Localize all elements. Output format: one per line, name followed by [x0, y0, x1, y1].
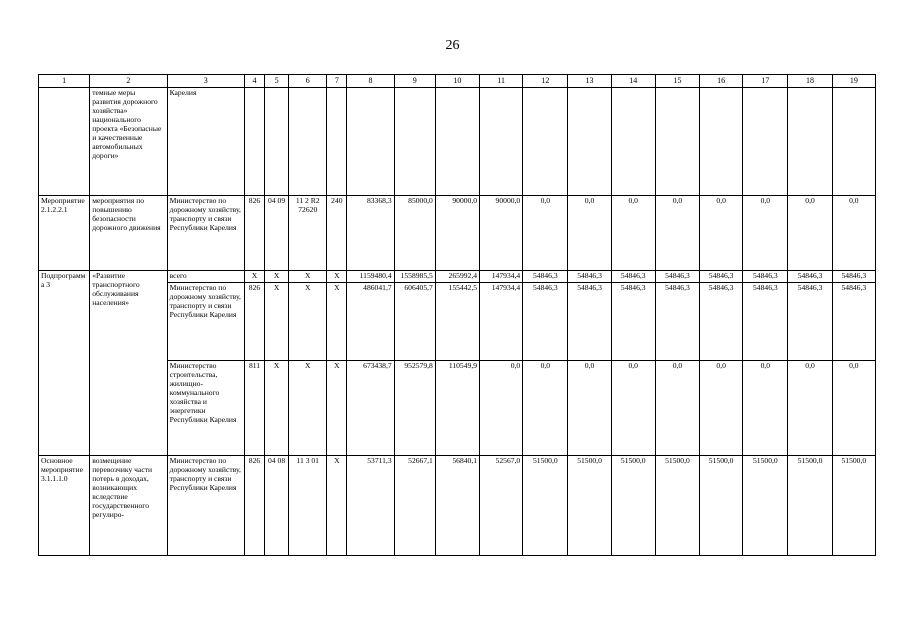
amount-cell: 673438,7: [347, 360, 394, 455]
amount-cell: 52667,1: [394, 455, 435, 555]
section-cell: Х: [265, 271, 289, 283]
amount-cell: 54846,3: [788, 271, 832, 283]
amount-cell: [435, 88, 479, 196]
column-header: 18: [788, 75, 832, 88]
column-header: 15: [655, 75, 699, 88]
amount-cell: 51500,0: [788, 455, 832, 555]
expense-type-cell: Х: [327, 282, 347, 360]
table-row: [39, 88, 876, 196]
column-header: 3: [167, 75, 244, 88]
column-header: 12: [523, 75, 568, 88]
budget-table: [38, 74, 876, 556]
amount-cell: 0,0: [655, 360, 699, 455]
amount-cell: [480, 88, 523, 196]
amount-cell: 0,0: [832, 196, 875, 271]
expense-type-cell: Х: [327, 455, 347, 555]
responsible-executor-cell: Министерство по дорожному хозяйству, транспорту и связи Республики Карелия: [167, 455, 244, 555]
section-cell: Х: [265, 360, 289, 455]
column-header: 13: [568, 75, 611, 88]
amount-cell: 54846,3: [611, 271, 655, 283]
amount-cell: 0,0: [611, 196, 655, 271]
column-header: 10: [435, 75, 479, 88]
grbs-cell: 826: [244, 455, 264, 555]
section-cell: [265, 88, 289, 196]
amount-cell: 147934,4: [480, 271, 523, 283]
column-header: 7: [327, 75, 347, 88]
amount-cell: 54846,3: [743, 282, 788, 360]
grbs-cell: Х: [244, 271, 264, 283]
table-row: [39, 271, 876, 283]
amount-cell: 54846,3: [655, 282, 699, 360]
column-header-row: [39, 75, 876, 88]
amount-cell: 51500,0: [743, 455, 788, 555]
responsible-executor-cell: Министерство строительства, жилищно-коммунального хозяйства и энергетики Республики Карелия: [167, 360, 244, 455]
amount-cell: 110549,9: [435, 360, 479, 455]
amount-cell: [394, 88, 435, 196]
amount-cell: 51500,0: [655, 455, 699, 555]
amount-cell: [700, 88, 743, 196]
column-header: 19: [832, 75, 875, 88]
amount-cell: 83368,3: [347, 196, 394, 271]
amount-cell: [347, 88, 394, 196]
amount-cell: 54846,3: [655, 271, 699, 283]
amount-cell: 0,0: [655, 196, 699, 271]
amount-cell: 54846,3: [832, 271, 875, 283]
measure-name-cell: «Развитие транспортного обслуживания населения»: [90, 271, 167, 456]
amount-cell: 0,0: [700, 196, 743, 271]
measure-code-cell: [39, 88, 90, 196]
measure-code-cell: Мероприятие 2.1.2.2.1: [39, 196, 90, 271]
measure-name-cell: мероприятия по повышению безопасности дорожного движения: [90, 196, 167, 271]
responsible-executor-cell: Министерство по дорожному хозяйству, транспорту и связи Республики Карелия: [167, 282, 244, 360]
amount-cell: 54846,3: [832, 282, 875, 360]
amount-cell: 0,0: [743, 196, 788, 271]
amount-cell: [832, 88, 875, 196]
amount-cell: [523, 88, 568, 196]
amount-cell: 0,0: [523, 360, 568, 455]
target-article-cell: 11 3 01: [289, 455, 327, 555]
amount-cell: 486041,7: [347, 282, 394, 360]
amount-cell: 0,0: [523, 196, 568, 271]
section-cell: Х: [265, 282, 289, 360]
amount-cell: 265992,4: [435, 271, 479, 283]
grbs-cell: 811: [244, 360, 264, 455]
amount-cell: 54846,3: [700, 282, 743, 360]
column-header: 11: [480, 75, 523, 88]
amount-cell: 54846,3: [568, 282, 611, 360]
amount-cell: 52567,0: [480, 455, 523, 555]
amount-cell: 51500,0: [523, 455, 568, 555]
column-header: 17: [743, 75, 788, 88]
amount-cell: [655, 88, 699, 196]
amount-cell: 54846,3: [568, 271, 611, 283]
measure-name-cell: темные меры развития дорожного хозяйства» национального проекта «Безопасные и качественные автомобильных дороги»: [90, 88, 167, 196]
amount-cell: 90000,0: [435, 196, 479, 271]
target-article-cell: Х: [289, 360, 327, 455]
amount-cell: 1558985,5: [394, 271, 435, 283]
amount-cell: 0,0: [832, 360, 875, 455]
amount-cell: 606405,7: [394, 282, 435, 360]
section-cell: 04 08: [265, 455, 289, 555]
amount-cell: 51500,0: [611, 455, 655, 555]
target-article-cell: 11 2 R2 72620: [289, 196, 327, 271]
amount-cell: 0,0: [743, 360, 788, 455]
amount-cell: 51500,0: [700, 455, 743, 555]
measure-code-cell: Подпрограмма 3: [39, 271, 90, 456]
amount-cell: [788, 88, 832, 196]
page-number: 26: [445, 38, 460, 53]
amount-cell: 54846,3: [743, 271, 788, 283]
amount-cell: 53711,3: [347, 455, 394, 555]
measure-code-cell: Основное мероприятие 3.1.1.1.0: [39, 455, 90, 555]
responsible-executor-cell: всего: [167, 271, 244, 283]
amount-cell: 54846,3: [611, 282, 655, 360]
amount-cell: 0,0: [568, 196, 611, 271]
column-header: 16: [700, 75, 743, 88]
measure-name-cell: возмещение перевозчику части потерь в доходах, возникающих вследствие государственного регулиро-: [90, 455, 167, 555]
amount-cell: 0,0: [788, 196, 832, 271]
amount-cell: 90000,0: [480, 196, 523, 271]
expense-type-cell: Х: [327, 271, 347, 283]
responsible-executor-cell: Министерство по дорожному хозяйству, транспорту и связи Республики Карелия: [167, 196, 244, 271]
section-cell: 04 09: [265, 196, 289, 271]
amount-cell: 54846,3: [788, 282, 832, 360]
amount-cell: 952579,8: [394, 360, 435, 455]
amount-cell: [568, 88, 611, 196]
amount-cell: 155442,5: [435, 282, 479, 360]
amount-cell: 0,0: [480, 360, 523, 455]
grbs-cell: 826: [244, 282, 264, 360]
expense-type-cell: Х: [327, 360, 347, 455]
amount-cell: 0,0: [568, 360, 611, 455]
column-header: 1: [39, 75, 90, 88]
amount-cell: 0,0: [611, 360, 655, 455]
column-header: 4: [244, 75, 264, 88]
target-article-cell: Х: [289, 271, 327, 283]
column-header: 8: [347, 75, 394, 88]
responsible-executor-cell: Карелия: [167, 88, 244, 196]
column-header: 5: [265, 75, 289, 88]
amount-cell: 0,0: [788, 360, 832, 455]
grbs-cell: [244, 88, 264, 196]
column-header: 6: [289, 75, 327, 88]
target-article-cell: [289, 88, 327, 196]
amount-cell: 54846,3: [523, 282, 568, 360]
expense-type-cell: [327, 88, 347, 196]
column-header: 2: [90, 75, 167, 88]
amount-cell: 54846,3: [700, 271, 743, 283]
amount-cell: 0,0: [700, 360, 743, 455]
column-header: 14: [611, 75, 655, 88]
amount-cell: 1159480,4: [347, 271, 394, 283]
amount-cell: [611, 88, 655, 196]
amount-cell: 56840,1: [435, 455, 479, 555]
amount-cell: [743, 88, 788, 196]
amount-cell: 54846,3: [523, 271, 568, 283]
expense-type-cell: 240: [327, 196, 347, 271]
amount-cell: 85000,0: [394, 196, 435, 271]
table-body: [39, 75, 876, 556]
amount-cell: 51500,0: [568, 455, 611, 555]
target-article-cell: Х: [289, 282, 327, 360]
amount-cell: 147934,4: [480, 282, 523, 360]
table-row: [39, 196, 876, 271]
grbs-cell: 826: [244, 196, 264, 271]
amount-cell: 51500,0: [832, 455, 875, 555]
table-row: [39, 455, 876, 555]
column-header: 9: [394, 75, 435, 88]
